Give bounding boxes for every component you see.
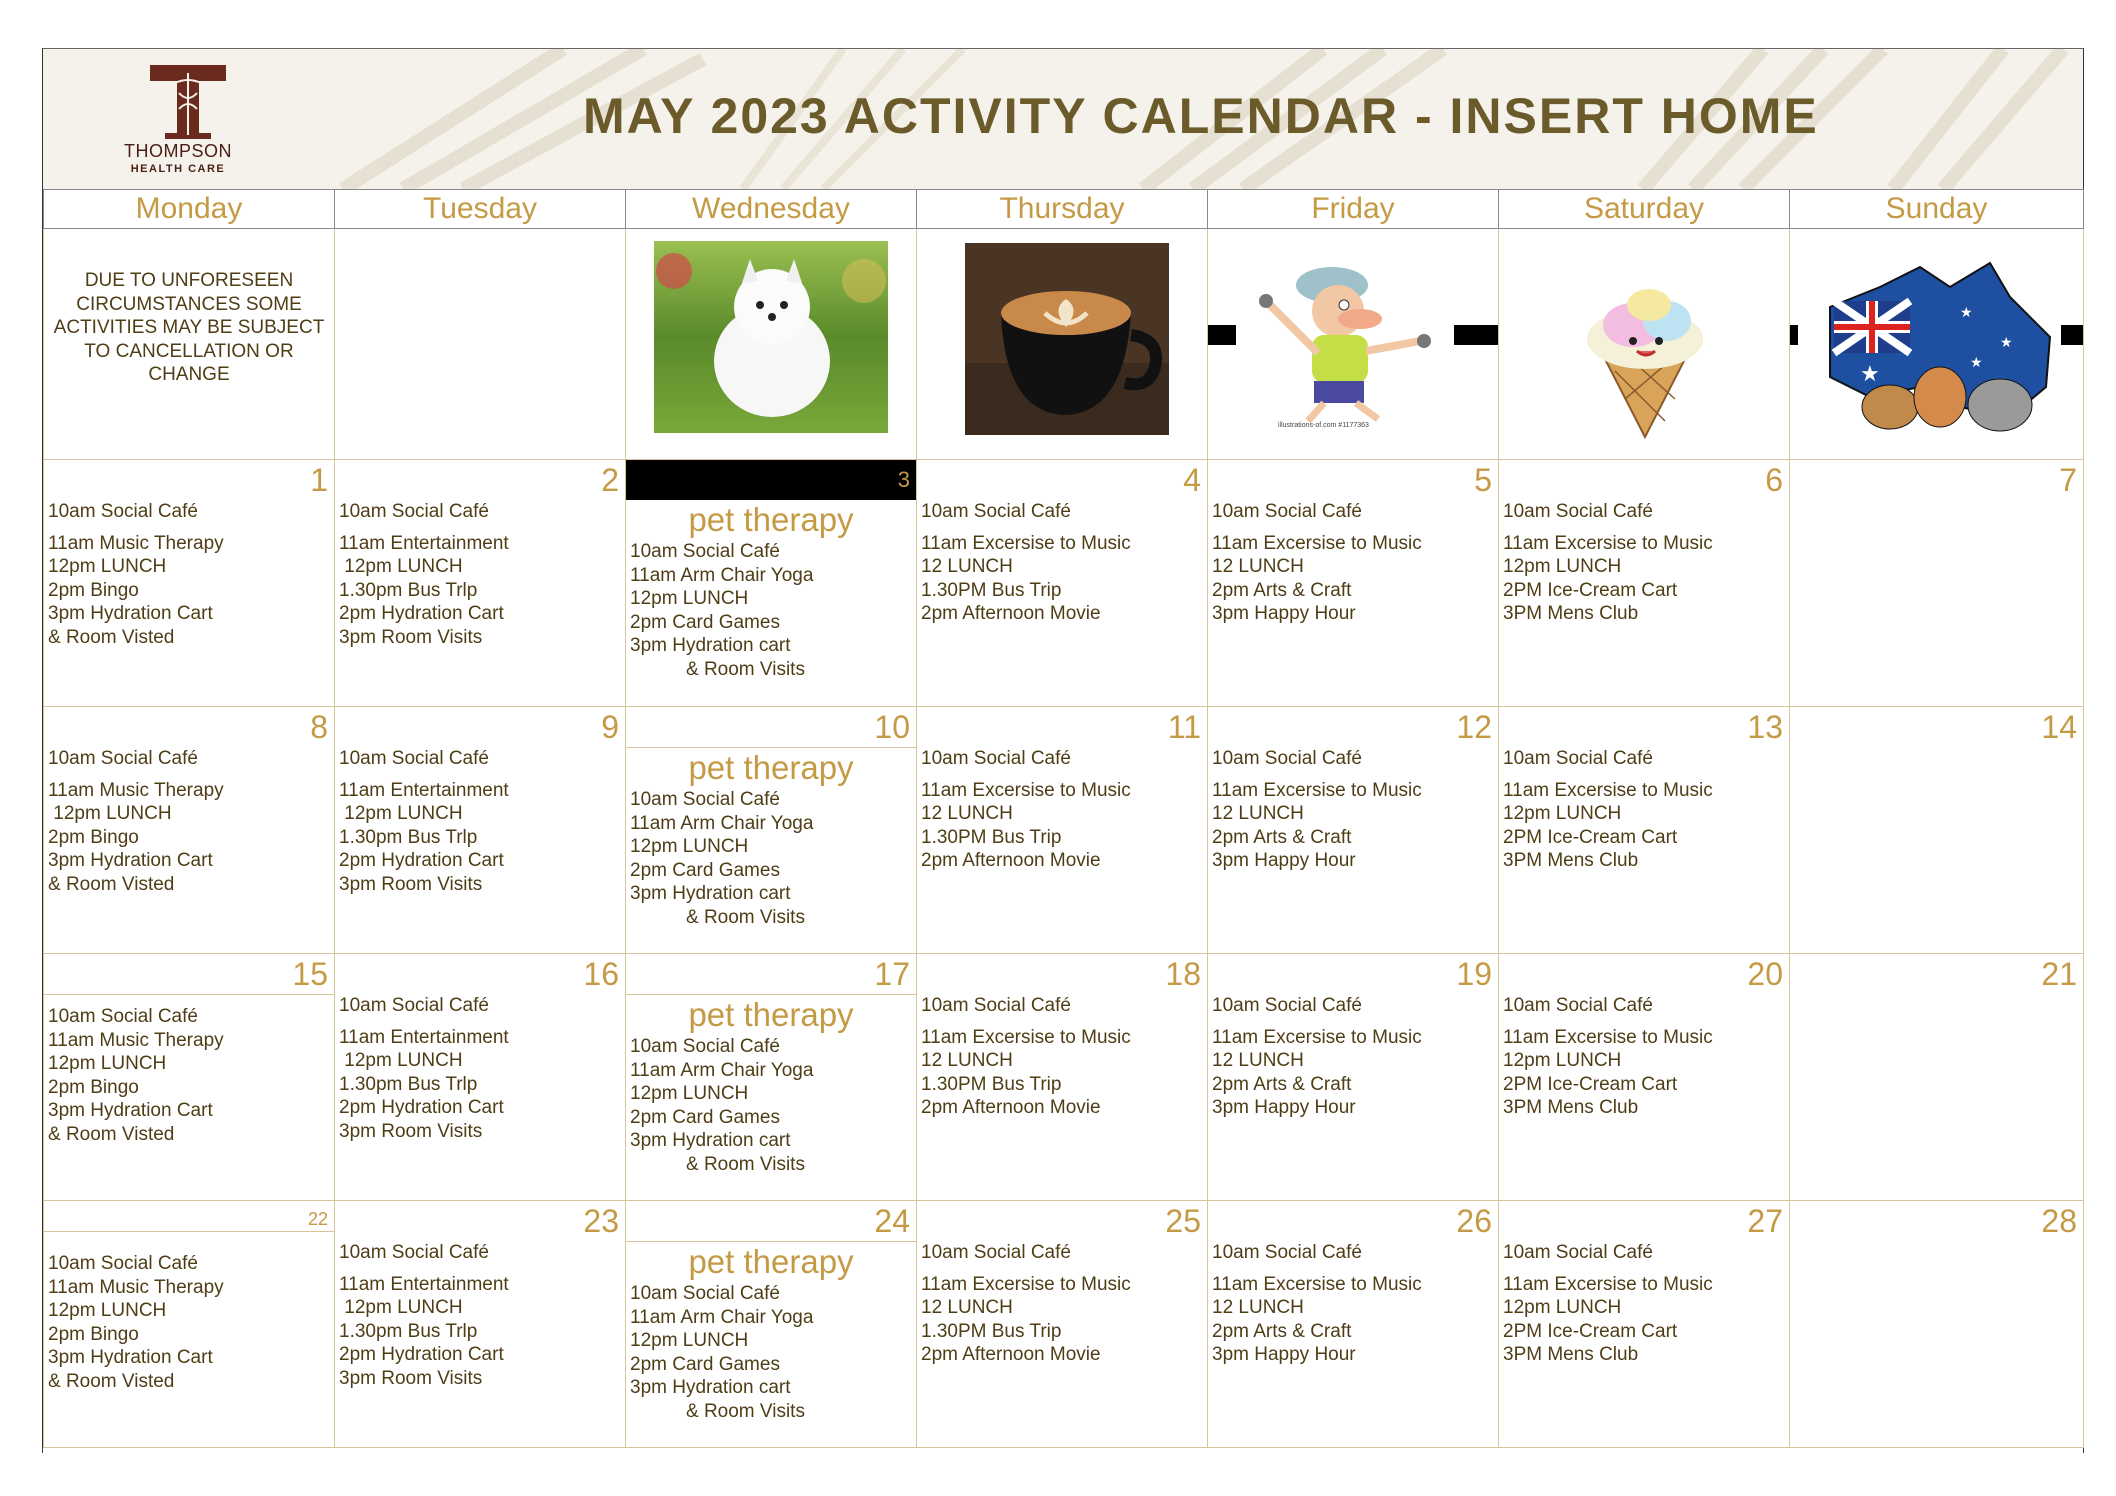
- svg-text:illustrations-of.com #117736: illustrations-of.com #1177363: [1278, 422, 1369, 429]
- activity-item: 11am Arm Chair Yoga: [630, 1059, 814, 1081]
- activity-list: [917, 747, 1207, 873]
- weekday-thursday: Thursday: [917, 190, 1208, 229]
- activity-item: 10am Social Café: [1212, 501, 1362, 522]
- day-cell: [917, 954, 1208, 1201]
- activity-list: [917, 994, 1207, 1120]
- date-number: 3: [626, 460, 916, 500]
- activity-item: 11am Excersise to Music: [1503, 532, 1713, 554]
- date-number: 11: [1167, 709, 1201, 745]
- activity-item: 3pm Hydration Cart: [48, 1100, 213, 1122]
- day-cell: [44, 954, 335, 1201]
- activity-item: 10am Social Café: [630, 1036, 780, 1057]
- activity-item: 11am Excersise to Music: [921, 1026, 1131, 1048]
- activity-item: 10am Social Café: [1212, 748, 1362, 769]
- weekday-header-row: [44, 190, 2084, 229]
- activity-item: 11am Excersise to Music: [1503, 779, 1713, 801]
- activity-list: [1208, 1241, 1498, 1367]
- activity-item: & Room Visits: [686, 658, 805, 680]
- activity-list: [917, 1241, 1207, 1367]
- activity-list: [44, 1252, 334, 1394]
- week-row-4: [44, 1201, 2084, 1448]
- week-row-2: [44, 707, 2084, 954]
- activity-item: 3pm Hydration Cart: [48, 1347, 213, 1369]
- activity-item: 11am Arm Chair Yoga: [630, 1306, 814, 1328]
- date-number: 2: [601, 462, 619, 498]
- activity-list: [44, 1005, 334, 1147]
- empty-picture-cell: [335, 229, 626, 460]
- pet-therapy-label: pet therapy: [688, 749, 854, 786]
- day-cell: [626, 1201, 917, 1448]
- date-number: 10: [626, 707, 916, 748]
- date-number: 12: [1456, 709, 1492, 745]
- activity-item: 11am Entertainment: [339, 1026, 509, 1048]
- activity-item: 3pm Room Visits: [339, 873, 483, 895]
- calendar-grid: [43, 189, 2084, 1448]
- activity-item: 11am Music Therapy: [48, 1276, 224, 1298]
- date-number: 22: [44, 1201, 334, 1232]
- activity-item: 3pm Happy Hour: [1212, 1344, 1356, 1366]
- activity-item: 2pm Arts & Craft: [1212, 1073, 1352, 1095]
- activity-item: 2pm Hydration Cart: [339, 1097, 504, 1119]
- black-bar-left: [1790, 325, 1798, 345]
- date-number: 6: [1765, 462, 1783, 498]
- activity-item: 2pm Arts & Craft: [1212, 826, 1352, 848]
- day-cell: [1208, 954, 1499, 1201]
- activity-item: 2pm Afternoon Movie: [921, 850, 1101, 872]
- weekday-wednesday: Wednesday: [626, 190, 917, 229]
- activity-item: 11am Arm Chair Yoga: [630, 812, 814, 834]
- activity-item: 3pm Room Visits: [339, 1120, 483, 1142]
- weekday-friday: Friday: [1208, 190, 1499, 229]
- activity-item: 10am Social Café: [921, 748, 1071, 769]
- activity-item: 2pm Card Games: [630, 859, 780, 881]
- activity-list: [1499, 994, 1789, 1120]
- weekday-saturday: Saturday: [1499, 190, 1790, 229]
- activity-item: & Room Visted: [48, 1370, 175, 1392]
- date-number: 20: [1747, 956, 1783, 992]
- activity-item: 12pm LUNCH: [48, 803, 172, 825]
- activity-item: & Room Visits: [686, 1153, 805, 1175]
- day-cell: [335, 1201, 626, 1448]
- day-cell: [1790, 954, 2084, 1201]
- date-number: 19: [1456, 956, 1492, 992]
- activity-item: 12pm LUNCH: [48, 1053, 167, 1075]
- activity-item: 12pm LUNCH: [48, 1300, 167, 1322]
- activity-item: 12pm LUNCH: [630, 836, 749, 858]
- activity-item: 12pm LUNCH: [339, 1297, 463, 1319]
- date-number: 27: [1747, 1203, 1783, 1239]
- coffee-picture-cell: [917, 229, 1208, 460]
- activity-item: 11am Excersise to Music: [1503, 1026, 1713, 1048]
- activity-item: & Room Visted: [48, 873, 175, 895]
- activity-item: 2pm Bingo: [48, 1076, 139, 1098]
- activity-item: 11am Entertainment: [339, 779, 509, 801]
- activity-item: 3pm Hydration Cart: [48, 850, 213, 872]
- activity-list: [626, 1282, 916, 1424]
- activity-list: [1499, 1241, 1789, 1367]
- activity-item: 11am Excersise to Music: [1212, 1026, 1422, 1048]
- date-number: 18: [1165, 956, 1201, 992]
- activity-item: 3pm Hydration cart: [630, 883, 791, 905]
- activity-item: 12pm LUNCH: [1503, 556, 1622, 578]
- coffee-cup-photo: [965, 243, 1169, 435]
- activity-item: 12 LUNCH: [921, 1050, 1013, 1072]
- activity-item: 10am Social Café: [48, 748, 198, 769]
- activity-item: 11am Arm Chair Yoga: [630, 564, 814, 586]
- pet-therapy-label: pet therapy: [688, 501, 854, 538]
- activity-list: [1499, 500, 1789, 626]
- activity-list: [44, 747, 334, 897]
- activity-item: 3PM Mens Club: [1503, 850, 1639, 872]
- day-cell: [44, 1201, 335, 1448]
- activity-item: 2pm Afternoon Movie: [921, 1344, 1101, 1366]
- activity-item: 2pm Card Games: [630, 1106, 780, 1128]
- activity-item: 2pm Card Games: [630, 611, 780, 633]
- activity-item: 3PM Mens Club: [1503, 603, 1639, 625]
- date-number: 14: [2041, 709, 2077, 745]
- activity-item: 2pm Hydration Cart: [339, 603, 504, 625]
- activity-item: 2pm Arts & Craft: [1212, 1320, 1352, 1342]
- activity-item: 12pm LUNCH: [339, 803, 463, 825]
- notice-cell: [44, 229, 335, 460]
- activity-item: 3pm Happy Hour: [1212, 1097, 1356, 1119]
- activity-item: 2pm Afternoon Movie: [921, 1097, 1101, 1119]
- activity-item: 11am Excersise to Music: [1212, 779, 1422, 801]
- day-cell: [1208, 460, 1499, 707]
- day-cell: [1499, 707, 1790, 954]
- date-number: 25: [1165, 1203, 1201, 1239]
- activity-item: 10am Social Café: [1212, 995, 1362, 1016]
- activity-item: 11am Entertainment: [339, 532, 509, 554]
- day-cell: [1790, 707, 2084, 954]
- date-number: 24: [626, 1201, 916, 1242]
- weekday-sunday: Sunday: [1790, 190, 2084, 229]
- activity-list: [917, 500, 1207, 626]
- day-cell: [1499, 954, 1790, 1201]
- activity-item: 11am Excersise to Music: [921, 532, 1131, 554]
- svg-text:★: ★: [1960, 304, 1973, 320]
- puppy-photo: [654, 241, 888, 433]
- activity-item: 2pm Arts & Craft: [1212, 579, 1352, 601]
- activity-item: 1.30PM Bus Trip: [921, 1320, 1062, 1342]
- date-number: 21: [2041, 956, 2077, 992]
- activity-item: 10am Social Café: [1503, 995, 1653, 1016]
- activity-item: 12 LUNCH: [921, 1297, 1013, 1319]
- picture-row: [44, 229, 2084, 460]
- activity-item: 1.30pm Bus Trlp: [339, 579, 478, 601]
- activity-item: 10am Social Café: [339, 995, 489, 1016]
- day-cell: [626, 707, 917, 954]
- thompson-logo: [113, 63, 243, 181]
- pet-therapy-label: pet therapy: [688, 1243, 854, 1280]
- activity-item: 3pm Hydration cart: [630, 1377, 791, 1399]
- day-cell: [335, 707, 626, 954]
- activity-item: 1.30pm Bus Trlp: [339, 1320, 478, 1342]
- activity-item: 11am Music Therapy: [48, 532, 224, 554]
- australia-map-cartoon: [1810, 257, 2060, 437]
- weekday-monday: Monday: [44, 190, 335, 229]
- day-cell: [335, 460, 626, 707]
- date-number: 26: [1456, 1203, 1492, 1239]
- activity-item: 10am Social Café: [921, 1242, 1071, 1263]
- activity-item: 10am Social Café: [1212, 1242, 1362, 1263]
- activity-item: 1.30PM Bus Trip: [921, 826, 1062, 848]
- activity-item: 2PM Ice-Cream Cart: [1503, 1320, 1678, 1342]
- activity-item: 1.30PM Bus Trip: [921, 579, 1062, 601]
- day-cell: [917, 707, 1208, 954]
- date-number: 5: [1474, 462, 1492, 498]
- day-cell: [1499, 460, 1790, 707]
- date-number: 1: [310, 462, 328, 498]
- activity-list: [626, 540, 916, 682]
- date-number: 28: [2041, 1203, 2077, 1239]
- activity-item: 11am Excersise to Music: [921, 779, 1131, 801]
- activity-item: 12pm LUNCH: [1503, 1297, 1622, 1319]
- activity-item: 12pm LUNCH: [630, 588, 749, 610]
- svg-text:★: ★: [1970, 354, 1983, 370]
- caduceus-t-icon: [113, 63, 243, 143]
- calendar-title: MAY 2023 ACTIVITY CALENDAR - INSERT HOME: [583, 88, 1819, 144]
- activity-item: 10am Social Café: [630, 1283, 780, 1304]
- activity-item: 10am Social Café: [630, 789, 780, 810]
- activity-item: 3pm Hydration cart: [630, 635, 791, 657]
- day-cell: [1790, 460, 2084, 707]
- australia-picture-cell: [1790, 229, 2084, 460]
- activity-item: 3pm Happy Hour: [1212, 603, 1356, 625]
- activity-item: 2pm Bingo: [48, 579, 139, 601]
- activity-list: [1208, 500, 1498, 626]
- pet-therapy-label: pet therapy: [688, 996, 854, 1033]
- activity-item: & Room Visted: [48, 1123, 175, 1145]
- activity-item: 3pm Room Visits: [339, 1367, 483, 1389]
- activity-item: 11am Music Therapy: [48, 1029, 224, 1051]
- activity-item: 11am Entertainment: [339, 1273, 509, 1295]
- date-number: 8: [310, 709, 328, 745]
- activity-item: 10am Social Café: [48, 1006, 198, 1027]
- day-cell: [44, 707, 335, 954]
- day-cell: [917, 460, 1208, 707]
- activity-item: 2pm Hydration Cart: [339, 1344, 504, 1366]
- date-number: 15: [44, 954, 334, 995]
- activity-list: [626, 1035, 916, 1177]
- activity-list: [335, 747, 625, 897]
- day-cell: [626, 460, 917, 707]
- activity-item: 10am Social Café: [630, 541, 780, 562]
- exercise-cartoon: [1248, 263, 1448, 431]
- activity-item: 3PM Mens Club: [1503, 1097, 1639, 1119]
- activity-item: & Room Visted: [48, 626, 175, 648]
- activity-item: 1.30PM Bus Trip: [921, 1073, 1062, 1095]
- activity-item: 10am Social Café: [1503, 501, 1653, 522]
- activity-item: 12pm LUNCH: [339, 1050, 463, 1072]
- activity-item: 11am Excersise to Music: [1212, 532, 1422, 554]
- black-bar-left: [1208, 325, 1236, 345]
- calendar-sheet: [42, 48, 2084, 1453]
- activity-item: & Room Visits: [686, 1400, 805, 1422]
- activity-item: 2pm Afternoon Movie: [921, 603, 1101, 625]
- day-cell: [1499, 1201, 1790, 1448]
- activity-item: 12pm LUNCH: [339, 556, 463, 578]
- date-number: 9: [601, 709, 619, 745]
- activity-item: 3pm Hydration cart: [630, 1130, 791, 1152]
- cancellation-notice: DUE TO UNFORESEEN CIRCUMSTANCES SOME ACTIVITIES MAY BE SUBJECT TO CANCELLATION OR CHANGE: [53, 270, 325, 385]
- activity-item: 12 LUNCH: [921, 556, 1013, 578]
- activity-item: 2pm Bingo: [48, 1323, 139, 1345]
- activity-list: [1499, 747, 1789, 873]
- activity-item: 3PM Mens Club: [1503, 1344, 1639, 1366]
- day-cell: [335, 954, 626, 1201]
- date-number: 16: [583, 956, 619, 992]
- activity-item: 3pm Happy Hour: [1212, 850, 1356, 872]
- activity-item: 10am Social Café: [339, 1242, 489, 1263]
- svg-text:★: ★: [2000, 334, 2013, 350]
- activity-item: 3pm Hydration Cart: [48, 603, 213, 625]
- activity-list: [1208, 994, 1498, 1120]
- activity-item: 12 LUNCH: [1212, 556, 1304, 578]
- activity-item: 12 LUNCH: [921, 803, 1013, 825]
- date-number: 17: [626, 954, 916, 995]
- activity-item: 2pm Bingo: [48, 826, 139, 848]
- activity-list: [335, 1241, 625, 1391]
- activity-list: [626, 788, 916, 930]
- activity-list: [44, 500, 334, 650]
- black-bar-right: [1454, 325, 1498, 345]
- activity-item: 2pm Card Games: [630, 1353, 780, 1375]
- day-cell: [1208, 1201, 1499, 1448]
- activity-item: 2PM Ice-Cream Cart: [1503, 826, 1678, 848]
- activity-item: 12 LUNCH: [1212, 1050, 1304, 1072]
- activity-item: 10am Social Café: [921, 995, 1071, 1016]
- date-number: 23: [583, 1203, 619, 1239]
- black-bar-right: [2061, 325, 2083, 345]
- day-cell: [917, 1201, 1208, 1448]
- activity-item: 11am Excersise to Music: [921, 1273, 1131, 1295]
- activity-item: 10am Social Café: [921, 501, 1071, 522]
- date-number: 13: [1747, 709, 1783, 745]
- day-cell: [1790, 1201, 2084, 1448]
- activity-item: 2pm Hydration Cart: [339, 850, 504, 872]
- activity-item: 10am Social Café: [339, 748, 489, 769]
- activity-list: [335, 994, 625, 1144]
- ice-cream-picture-cell: [1499, 229, 1790, 460]
- activity-item: 1.30pm Bus Trlp: [339, 1073, 478, 1095]
- activity-list: [1208, 747, 1498, 873]
- day-cell: [1208, 707, 1499, 954]
- logo-subtitle: HEALTH CARE: [130, 163, 226, 175]
- activity-list: [335, 500, 625, 650]
- activity-item: 10am Social Café: [1503, 1242, 1653, 1263]
- activity-item: 12pm LUNCH: [48, 556, 167, 578]
- day-cell: [626, 954, 917, 1201]
- activity-item: 10am Social Café: [48, 1253, 198, 1274]
- activity-item: 12 LUNCH: [1212, 803, 1304, 825]
- activity-item: 12pm LUNCH: [630, 1330, 749, 1352]
- activity-item: 12 LUNCH: [1212, 1297, 1304, 1319]
- exercise-picture-cell: [1208, 229, 1499, 460]
- activity-item: & Room Visits: [686, 906, 805, 928]
- activity-item: 12pm LUNCH: [1503, 803, 1622, 825]
- activity-item: 11am Excersise to Music: [1212, 1273, 1422, 1295]
- weekday-tuesday: Tuesday: [335, 190, 626, 229]
- date-number: 7: [2059, 462, 2077, 498]
- date-number: 4: [1183, 462, 1201, 498]
- week-row-1: [44, 460, 2084, 707]
- calendar-header: [43, 49, 2083, 189]
- day-cell: [44, 460, 335, 707]
- activity-item: 10am Social Café: [339, 501, 489, 522]
- svg-text:★: ★: [1860, 361, 1880, 386]
- activity-item: 10am Social Café: [1503, 748, 1653, 769]
- activity-item: 1.30pm Bus Trlp: [339, 826, 478, 848]
- activity-item: 2PM Ice-Cream Cart: [1503, 579, 1678, 601]
- activity-item: 3pm Room Visits: [339, 626, 483, 648]
- activity-item: 12pm LUNCH: [630, 1083, 749, 1105]
- activity-item: 11am Music Therapy: [48, 779, 224, 801]
- ice-cream-cartoon: [1575, 281, 1715, 441]
- puppy-picture-cell: [626, 229, 917, 460]
- activity-item: 10am Social Café: [48, 501, 198, 522]
- activity-item: 12pm LUNCH: [1503, 1050, 1622, 1072]
- activity-item: 2PM Ice-Cream Cart: [1503, 1073, 1678, 1095]
- activity-item: 11am Excersise to Music: [1503, 1273, 1713, 1295]
- logo-name: THOMPSON: [123, 141, 232, 161]
- week-row-3: [44, 954, 2084, 1201]
